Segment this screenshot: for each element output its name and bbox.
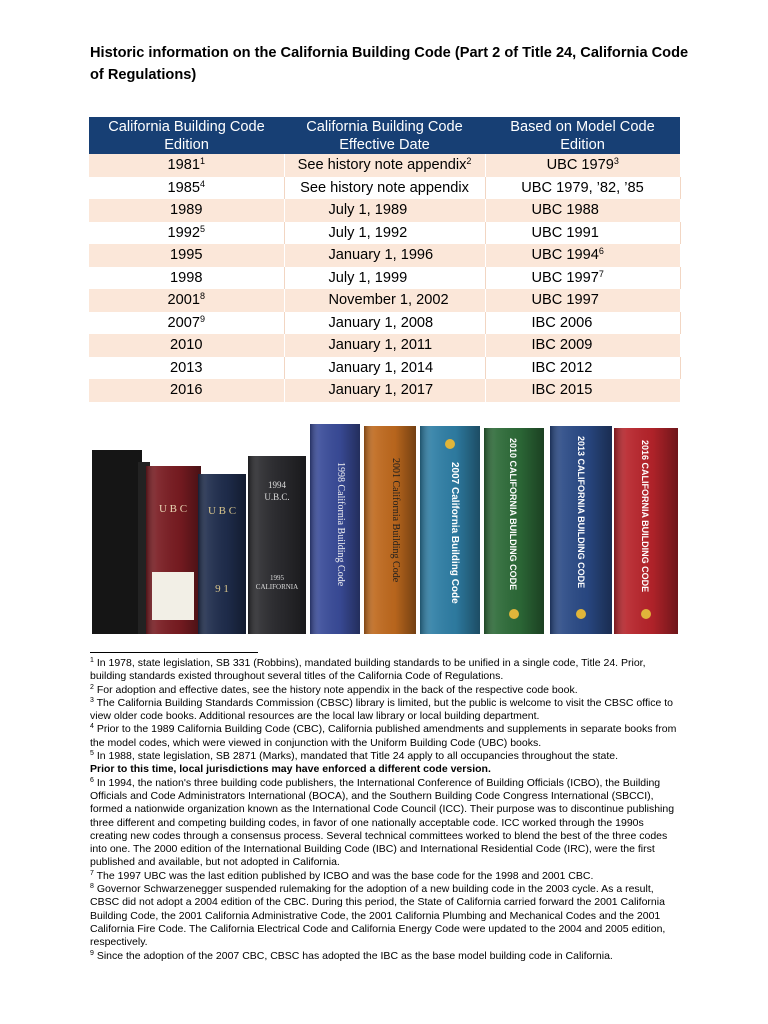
cell-edition: 2013	[89, 357, 284, 380]
cell-effective: January 1, 2017	[284, 379, 485, 402]
book-cbc-2016	[614, 428, 678, 634]
svg-text:9 1: 9 1	[215, 583, 229, 595]
footnote-ref[interactable]: 4	[199, 178, 205, 189]
code-books-photo	[90, 422, 680, 636]
footnote-3: $^3$ The California Building Standards Commission (CBSC) library is limited, but the public is welcome to visit the CBSC office to view older code books. Additional resources are the local law library or local building department.	[90, 696, 674, 723]
cell-model: UBC 1979, ’82, ’85	[485, 177, 680, 200]
table-row	[89, 312, 680, 335]
cell-edition: 2016	[89, 379, 284, 402]
book-cbc-2013	[550, 426, 612, 634]
book-cbc-2007	[420, 426, 480, 634]
cell-model: IBC 2006	[485, 312, 680, 335]
cell-edition: 2010	[89, 334, 284, 357]
svg-text:2016 CALIFORNIA BUILDING CODE: 2016 CALIFORNIA BUILDING CODE	[640, 440, 650, 593]
footnote-5: $^5$ In 1988, state legislation, SB 2871 (Marks), mandated that Title 24 apply to all occupancies throughout the state.	[90, 750, 619, 763]
footnote-9: $^9$ Since the adoption of the 2007 CBC, CBSC has adopted the IBC as the base model building code in California.	[90, 949, 613, 962]
footnote-ref[interactable]: 7	[598, 268, 604, 279]
cell-effective: January 1, 2011	[284, 334, 485, 357]
footnote-2: $^2$ For adoption and effective dates, see the history note appendix in the back of the respective code book.	[90, 683, 578, 696]
footnote-ref[interactable]: 1	[199, 156, 205, 167]
cell-effective: See history note appendix$^2$	[284, 154, 485, 177]
book-ubc-1988	[92, 450, 201, 634]
cell-effective: January 1, 2008	[284, 312, 485, 335]
table-row	[89, 177, 680, 200]
svg-text:2001 California Building Code: 2001 California Building Code	[390, 458, 401, 583]
header-edition: California Building Code Edition	[89, 117, 284, 154]
book-ubc-1991	[198, 474, 246, 634]
table-row	[89, 334, 680, 357]
cell-model: UBC 1997$^7$	[485, 267, 680, 290]
footnote-ref[interactable]: 2	[466, 156, 472, 167]
svg-text:2007 California Building Code: 2007 California Building Code	[449, 462, 460, 604]
book-cbc-2010	[484, 428, 544, 634]
header-model-code: Based on Model Code Edition	[485, 117, 680, 154]
svg-text:1994: 1994	[268, 480, 286, 490]
cell-effective: July 1, 1999	[284, 267, 485, 290]
footnote-6: $^6$ In 1994, the nation's three building code publishers, the International Conference of Building Officials (ICBO), the Building Officials and Code Administrators International (BOCA), and the Southern Building Code Congress International (SBCCI), formed a nationwide organization known as the International Code Council (ICC). Their purpose was to discontinue publishing three different and competing building codes, in favor of one nationally acceptable code. ICC worked through the 1990s creating new codes through a consensus process. Several technical committees worked to blend the best of the three codes into one. The 2000 edition of the International Building Code (IBC) and International Residential Code (IRC), were the first published and available, but not adopted in California.	[90, 776, 675, 869]
footnote-ref[interactable]: 6	[598, 246, 604, 257]
cell-model: UBC 1988	[485, 199, 680, 222]
footnote-5-bold: Prior to this time, local jurisdictions may have enforced a different code version.	[90, 763, 491, 776]
cell-effective: January 1, 2014	[284, 357, 485, 380]
footnote-7: $^7$ The 1997 UBC was the last edition published by ICBO and was the base code for the 1998 and 2001 CBC.	[90, 869, 594, 882]
cell-edition: 1989	[89, 199, 284, 222]
cell-edition: 2007$^9$	[89, 312, 284, 335]
footnote-1: $^1$ In 1978, state legislation, SB 331 (Robbins), mandated building standards to be unified in a single code, Title 24. Prior, building standards existed throughout several titles of the California Code of Regulations.	[90, 657, 646, 683]
cell-model: UBC 1994$^6$	[485, 244, 680, 267]
table-row	[89, 244, 680, 267]
svg-text:2013 CALIFORNIA BUILDING CODE: 2013 CALIFORNIA BUILDING CODE	[576, 436, 586, 589]
cell-model: IBC 2009	[485, 334, 680, 357]
footnote-ref[interactable]: 3	[613, 156, 619, 167]
page-title: Historic information on the California Building Code (Part 2 of Title 24, California Code of Regulations)	[90, 45, 689, 83]
book-cbc-1998	[310, 424, 360, 634]
cell-effective: November 1, 2002	[284, 289, 485, 312]
header-effective-date: California Building Code Effective Date	[284, 117, 485, 154]
table-row	[89, 222, 680, 245]
book-cbc-2001	[364, 426, 416, 634]
cell-model: UBC 1979$^3$	[485, 154, 680, 177]
cell-model: IBC 2012	[485, 357, 680, 380]
table-row	[89, 357, 680, 380]
svg-text:CALIFORNIA: CALIFORNIA	[255, 583, 299, 591]
cell-edition: 2001$^8$	[89, 289, 284, 312]
cell-effective: January 1, 1996	[284, 244, 485, 267]
cell-edition: 1981$^1$	[89, 154, 284, 177]
table-row	[89, 199, 680, 222]
cell-edition: 1995	[89, 244, 284, 267]
code-history-table	[89, 117, 681, 402]
cell-effective: See history note appendix	[284, 177, 485, 200]
footnote-ref[interactable]: 9	[199, 313, 205, 324]
table-row	[89, 267, 680, 290]
cell-edition: 1998	[89, 267, 284, 290]
footnote-4: $^4$ Prior to the 1989 California Building Code (CBC), California published amendments and supplements in separate books from the model codes, which were viewed in conjunction with the Uniform Building Code (UBC) books.	[90, 723, 677, 749]
table-row	[89, 289, 680, 312]
footnote-divider	[90, 652, 258, 653]
cell-model: IBC 2015	[485, 379, 680, 402]
svg-text:1998 California Building Code: 1998 California Building Code	[335, 462, 346, 587]
book-2-spine-text: U B C	[207, 505, 237, 517]
footnote-8: $^8$ Governor Schwarzenegger suspended rulemaking for the adoption of a new building code in the 2003 cycle. As a result, CBSC did not adopt a 2004 edition of the CBC. During this period, the State of California carried forward the 2001 California Building Code, the 2001 California Administrative Code, the 2001 California Plumbing and Mechanical Codes and the 2001 California Fire Code. The California Electrical Code and California Energy Code were updated to the 2004 and 2005 edition, respectively.	[90, 883, 666, 949]
svg-text:2010 CALIFORNIA BUILDING CODE: 2010 CALIFORNIA BUILDING CODE	[508, 438, 518, 591]
footnotes	[90, 657, 680, 963]
footnote-ref[interactable]: 8	[199, 291, 205, 302]
cell-model: UBC 1997	[485, 289, 680, 312]
cell-effective: July 1, 1992	[284, 222, 485, 245]
cell-effective: July 1, 1989	[284, 199, 485, 222]
book-ubc-1994	[248, 456, 306, 634]
cell-model: UBC 1991	[485, 222, 680, 245]
cell-edition: 1985$^4$	[89, 177, 284, 200]
table-row	[89, 154, 680, 177]
svg-text:1995: 1995	[270, 574, 284, 582]
table-row	[89, 379, 680, 402]
cell-edition: 1992$^5$	[89, 222, 284, 245]
footnote-ref[interactable]: 5	[199, 223, 205, 234]
book-1-spine-text: U B C	[158, 503, 188, 515]
table-header-row	[89, 117, 680, 154]
svg-text:U.B.C.: U.B.C.	[264, 492, 290, 502]
